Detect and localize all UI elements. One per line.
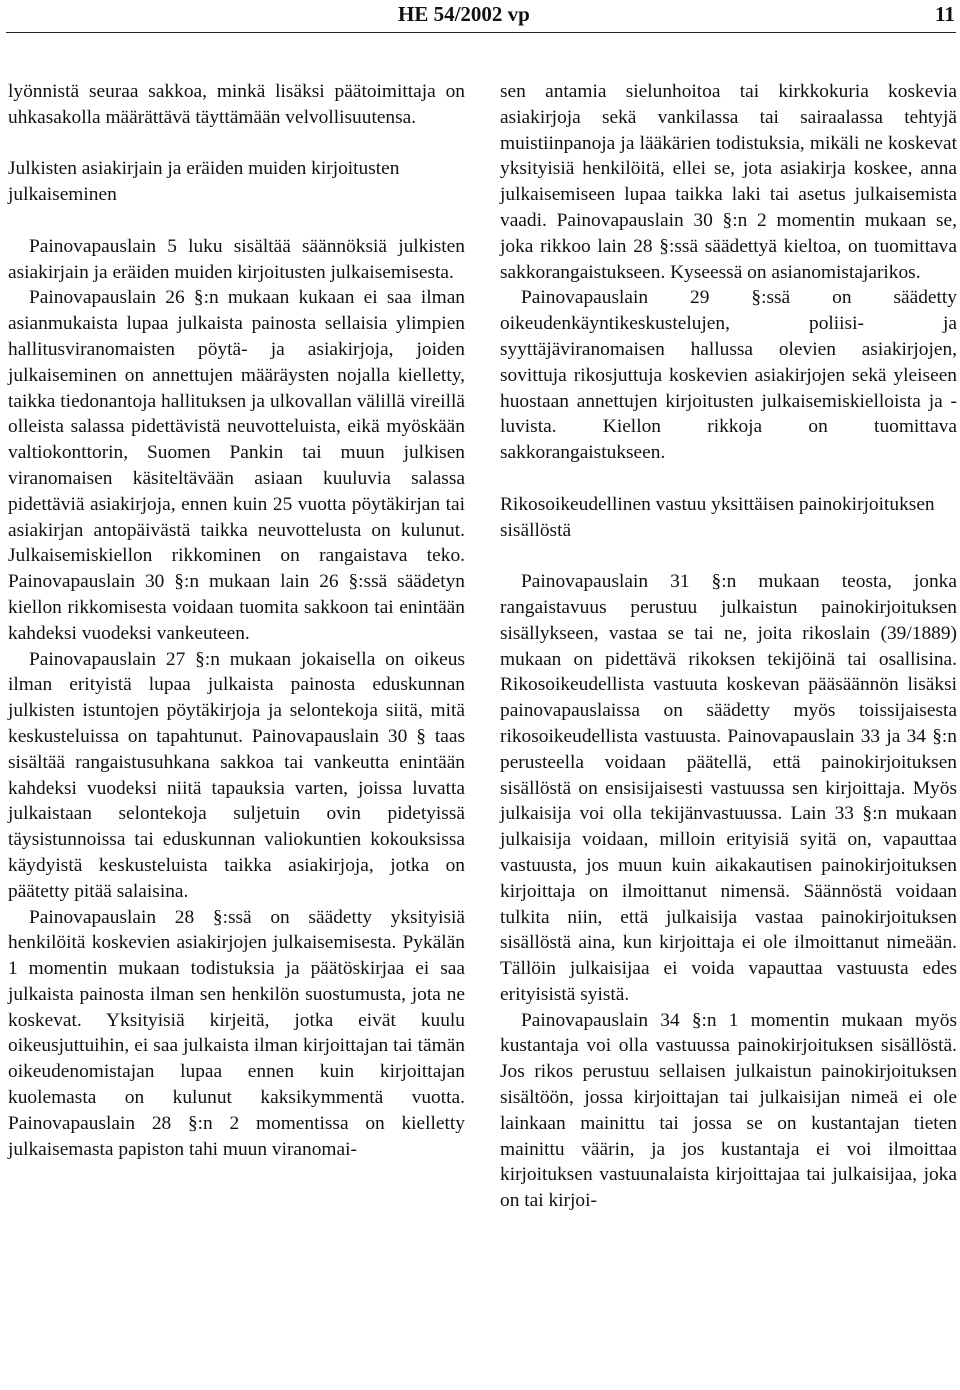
- page-header: [0, 0, 960, 30]
- document-title: HE 54/2002 vp: [398, 2, 530, 26]
- paragraph: Painovapauslain 28 §:ssä on säädetty yksityisiä henkilöitä koskevien asiakirjojen julkaisemisesta. Pykälän 1 momentin mukaan todistuksia ja päätöskirjaa ei saa julkaista painosta ilman sen henkilön suostumusta, jota ne koskevat. Yksityisiä kirjeitä, jotka eivät kuulu oikeusjuttuihin, ei saa julkaista ilman kirjoittajan tai tämän oikeudenomistajan lupaa ennen kuin kirjoittajan kuolemasta on kulunut kaksikymmentä vuotta. Painovapauslain 28 §:n 2 momentissa on kielletty julkaisemasta papiston tahi muun viranomai-: [8, 906, 465, 1160]
- section-heading: Rikosoikeudellinen vastuu yksittäisen painokirjoituksen sisällöstä: [500, 493, 935, 541]
- header-divider: [6, 32, 956, 33]
- paragraph-continuation: lyönnistä seuraa sakkoa, minkä lisäksi päätoimittaja on uhkasakolla määrättävä täyttämään velvollisuutensa.: [8, 81, 465, 128]
- spacer: [500, 543, 957, 569]
- spacer: [500, 466, 957, 492]
- paragraph-continuation: sen antamia sielunhoitoa tai kirkkokuria koskevia asiakirjoja sekä vankilassa tai sairaalassa tehtyjä muistiinpanoja ja lääkärien todistuksia, mikäli ne koskevat yksityisiä henkilöitä, ellei se, jota asiakirja koskee, anna julkaisemiseen lupaa taikka laki tai asetus julkaisemista vaadi. Painovapauslain 30 §:n 2 momentin mukaan se, joka rikkoo lain 28 §:ssä säädettyä kieltoa, on tuomittava sakkorangaistukseen. Kyseessä on asianomistajarikos.: [500, 81, 957, 283]
- paragraph: Painovapauslain 29 §:ssä on säädetty oikeudenkäyntikeskustelujen, poliisi- ja syyttäjäviranomaisen hallussa olevien asiakirjojen, sovittuja rikosjuttuja koskevien asiakirjojen sekä yleiseen huostaan annettujen kirjoitusten julkaisemiskielloista ja -luvista. Kiellon rikkoja on tuomittava sakkorangaistukseen.: [500, 287, 957, 464]
- spacer: [8, 131, 465, 157]
- paragraph: Painovapauslain 34 §:n 1 momentin mukaan myös kustantaja voi olla vastuussa painokirjoituksen sisällöstä. Jos rikos perustuu sellaisen julkaistun painokirjoituksen sisältöön, jossa kirjoittajan tai julkaisijan nimeä ei ole lainkaan mainittu tai jossa se on kustantajan tieten mainittu väärin, ja jos kustantaja ei voi ilmoittaa kirjoituksen vastuunalaista kirjoittajaa tai julkaisijaa, joka on tai kirjoi-: [500, 1009, 957, 1212]
- paragraph: Painovapauslain 5 luku sisältää säännöksiä julkisten asiakirjain ja eräiden muiden kirjoitusten julkaisemisesta.: [8, 235, 465, 283]
- paragraph: Painovapauslain 26 §:n mukaan kukaan ei saa ilman asianmukaista lupaa julkaista painosta sellaisia ylimpien hallitusviranomaisten pöytä- ja asiakirjoja, joiden julkaiseminen on annettujen määräysten nojalla kielletty, taikka tiedonantoja hallituksen ja ulkovallan välillä vireillä olleista salassa pidettävistä neuvotteluista, eikä myöskään valtiokonttorin, Suomen Pankin tai muun julkisen viranomaisen käsiteltävään asiaan kuuluvia salassa pidettäviä asiakirjoja, ennen kuin 25 vuotta pöytäkirjan tai asiakirjan antopäivästä taikka neuvottelusta on kulunut. Julkaisemiskiellon rikkominen on rangaistava teko. Painovapauslain 30 §:n mukaan lain 26 §:ssä säädetyn kiellon rikkomisesta voidaan tuomita sakkoon tai enintään kahdeksi vuodeksi vankeuteen.: [8, 287, 465, 644]
- section-heading: Julkisten asiakirjain ja eräiden muiden kirjoitusten julkaiseminen: [8, 158, 400, 206]
- paragraph: Painovapauslain 27 §:n mukaan jokaisella on oikeus ilman erityistä lupaa julkaista painosta eduskunnan julkisten istuntojen pöytäkirjoja ja selontekoja siitä, mitä keskusteluissa on tapahtunut. Painovapauslain 30 § taas sisältää rangaistusuhkana sakkoa tai vankeutta enintään kahdeksi vuodeksi niitä tapauksia varten, joissa luvatta julkaistaan selontekoja suljetuin ovin pidetyissä täysistunnoissa tai eduskunnan valiokuntien kokouksissa käydyistä keskusteluista taikka asiakirjoja, jotka on päätetty pitää salaisina.: [8, 648, 465, 902]
- right-column: [500, 79, 957, 1214]
- spacer: [8, 208, 465, 234]
- left-column: [8, 79, 465, 1162]
- page-number: 11: [935, 2, 955, 26]
- paragraph: Painovapauslain 31 §:n mukaan teosta, jonka rangaistavuus perustuu julkaistun painokirjoituksen sisällykseen, vastaa se tai ne, joita rikoslain (39/1889) mukaan on pidettävä rikoksen tekijöinä tai osallisina. Rikosoikeudellista vastuuta koskevan pääsäännön lisäksi painovapauslaissa on säädetty myös toissijaisesta rikosoikeudellista vastuusta. Painovapauslain 33 ja 34 §:n perusteella voidaan päätellä, että painokirjoituksen sisällöstä on ensisijaisesti vastuussa sen kirjoittaja. Myös julkaisija voi olla tekijänvastuussa. Lain 33 §:n mukaan julkaisija voidaan, milloin erityisiä syitä on, vapauttaa vastuusta, jos muun kuin aikakautisen painokirjoituksen kirjoittaja on ilmoittanut nimensä. Säännöstä voidaan tulkita niin, että julkaisija vastaa painokirjoituksen sisällöstä aina, kun kirjoittaja ei ole ilmoittanut nimeään. Tällöin julkaisijaa ei voida vapauttaa vastuusta edes erityisistä syistä.: [500, 571, 957, 1005]
